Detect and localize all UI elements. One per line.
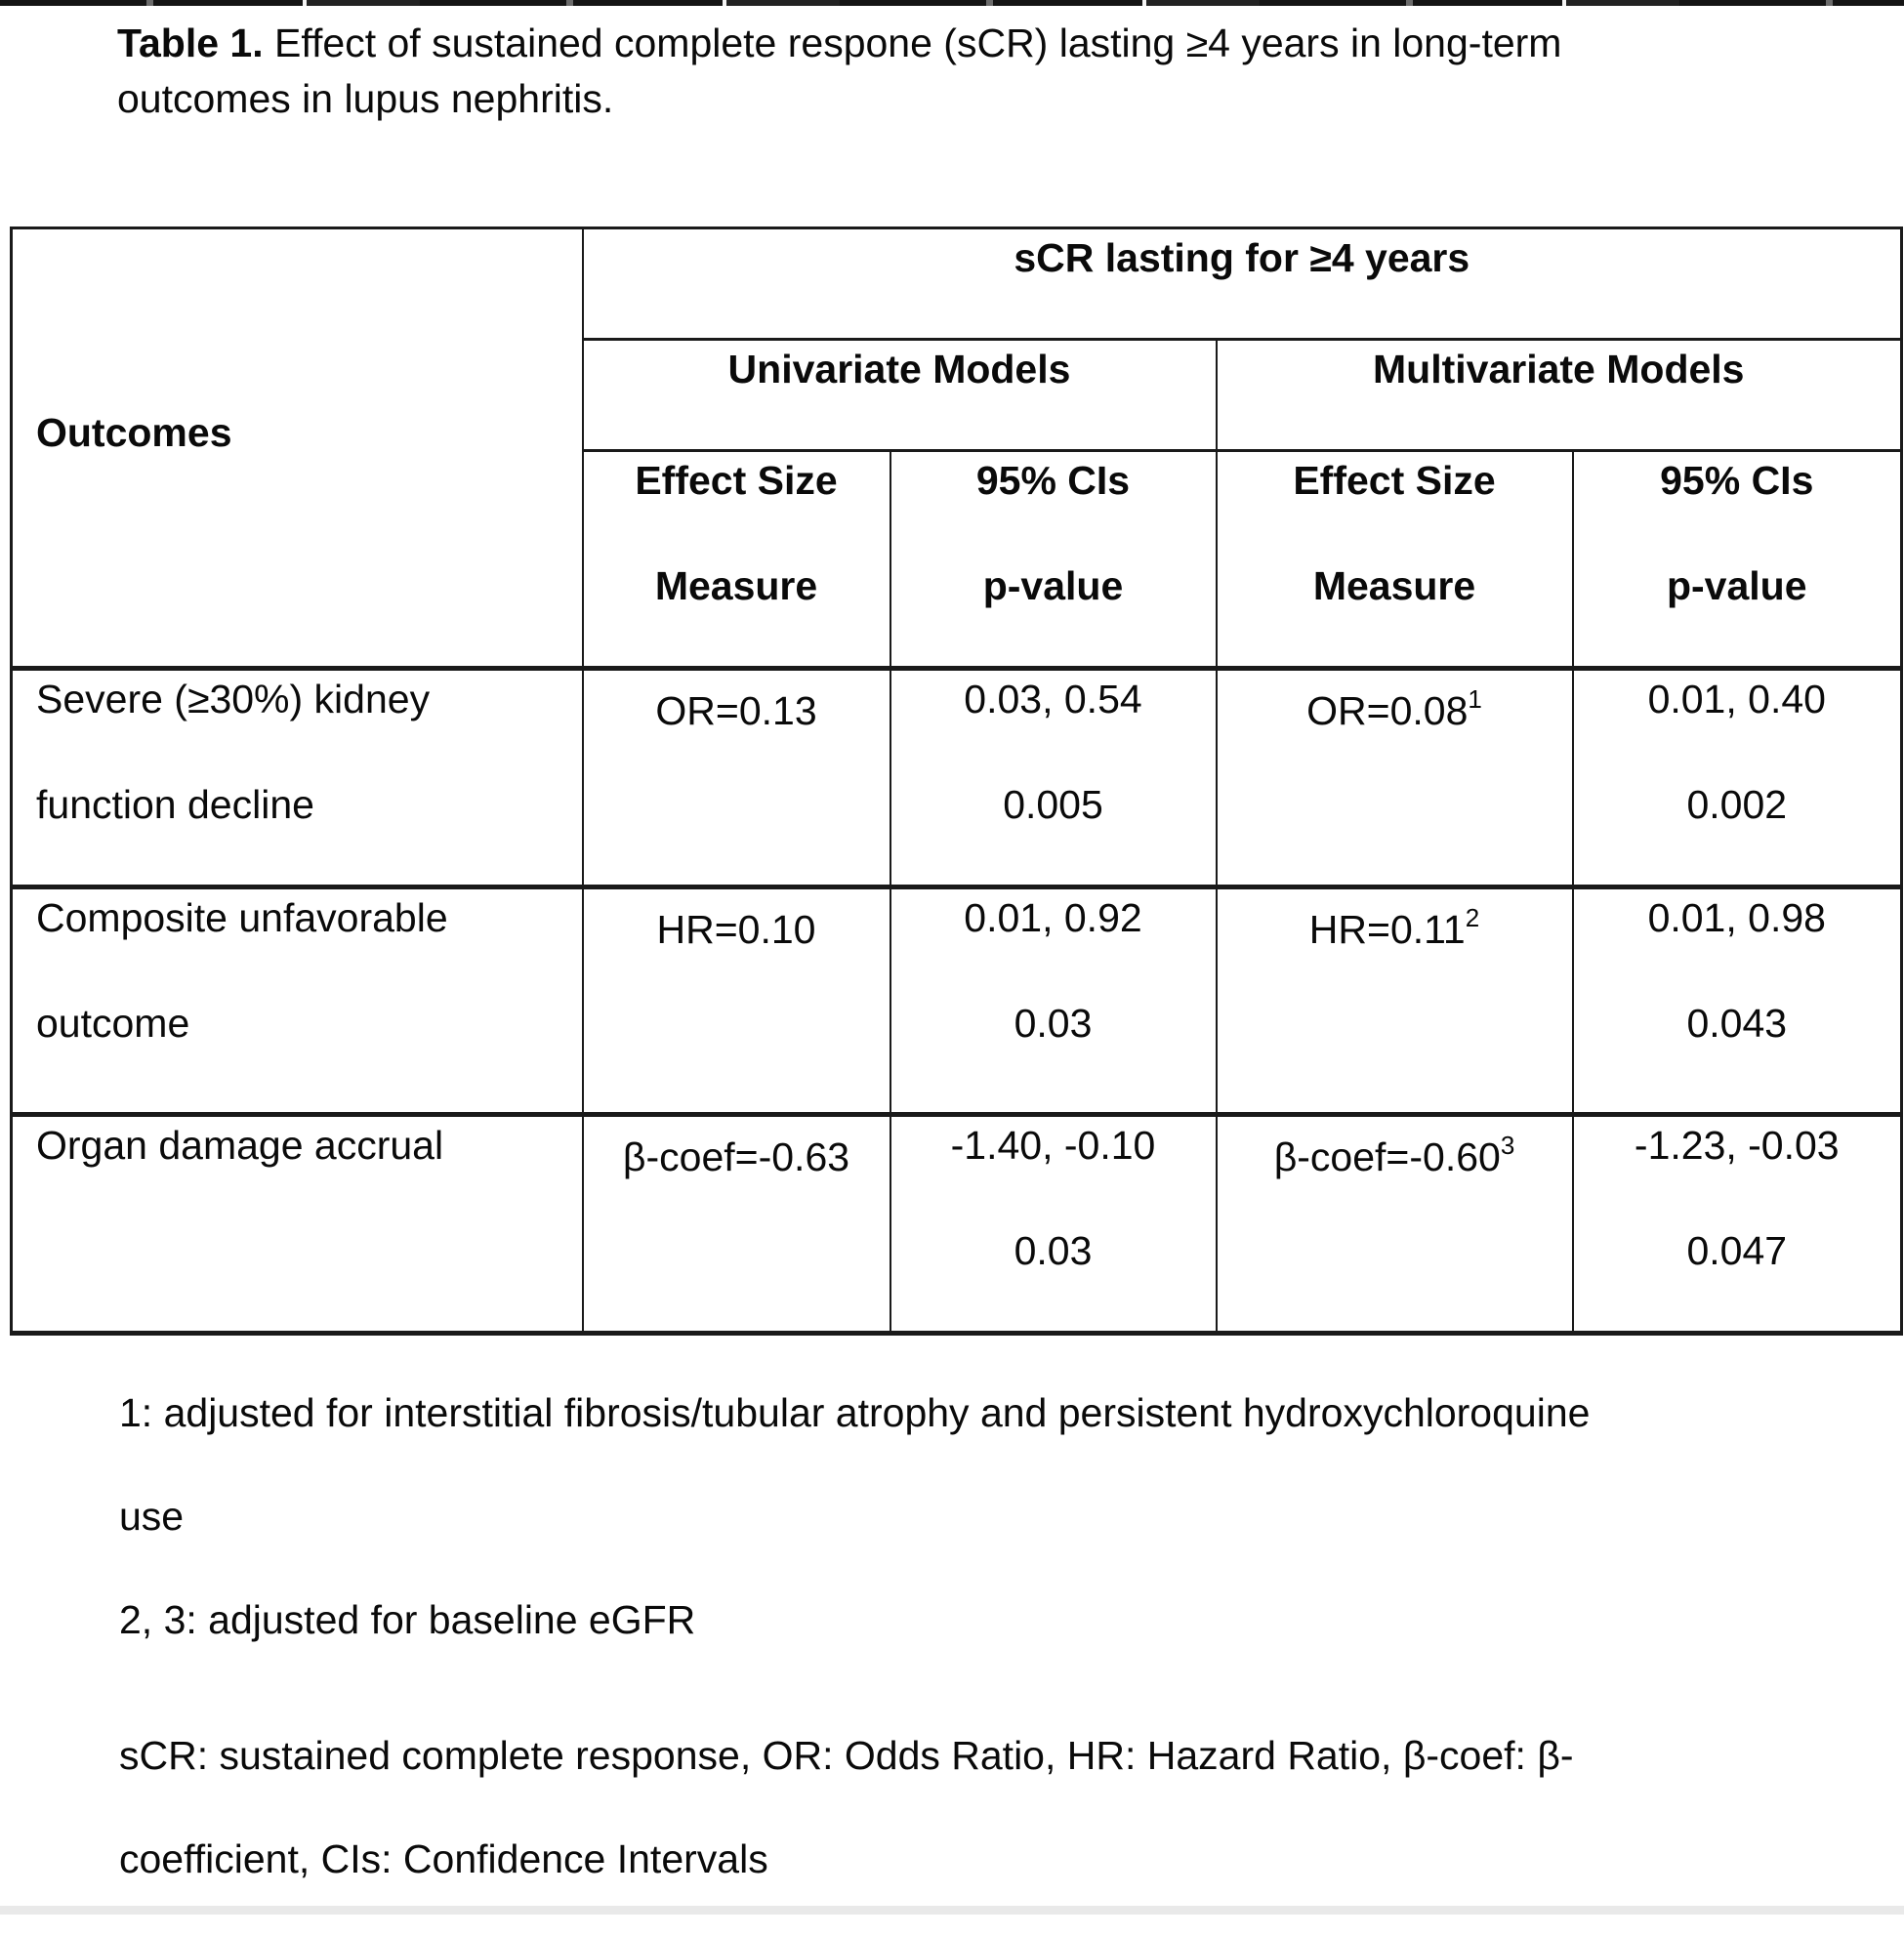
mv-p-value: 0.043 [1686,1001,1788,1046]
scr-span-header-label: sCR lasting for ≥4 years [1014,235,1470,280]
scan-artifact-top-strip [0,0,1904,6]
uni-p-value: 0.03 [1014,1228,1093,1273]
mv-effect-value: HR=0.11 [1308,907,1466,952]
outcome-line2 [36,1225,576,1331]
uni-ci-value: -1.40, -0.10 [950,1123,1156,1168]
outcome-line1: Organ damage accrual [36,1123,444,1168]
outcome-line1: Severe (≥30%) kidney [36,677,431,721]
mv-p-value: 0.002 [1686,782,1788,827]
mv-ci-header [1573,451,1902,669]
uni-ci-value: 0.01, 0.92 [964,895,1142,940]
uni-effect-cell [583,669,890,887]
uni-effect-value: HR=0.10 [656,907,816,952]
mv-effect-superscript: 3 [1500,1131,1515,1160]
outcome-line2: function decline [36,782,314,827]
mv-effect-superscript: 2 [1465,903,1480,932]
univariate-models-header [583,340,1217,451]
mv-effect-cell [1217,669,1573,887]
page-title [117,16,1797,127]
mv-ci-cell [1573,1115,1902,1334]
footnote-1-line2: use [119,1494,185,1539]
uni-effect-size-header-line1: Effect Size [635,458,838,503]
outcome-cell [12,669,583,887]
uni-ci-cell [890,669,1217,887]
mv-ci-cell [1573,669,1902,887]
mv-effect-value: β-coef=-0.60 [1273,1134,1501,1179]
title-line-1 [117,16,1797,71]
mv-effect-size-header-line1: Effect Size [1293,458,1496,503]
mv-effect-value: OR=0.08 [1306,688,1469,733]
uni-effect-value: β-coef=-0.63 [622,1134,850,1179]
outcome-cell [12,887,583,1115]
table-row-organ-damage [12,1115,1902,1334]
uni-ci-cell [890,887,1217,1115]
uni-p-value: 0.005 [1003,782,1103,827]
scan-artifact-bottom-strip [0,1906,1904,1915]
mv-ci-value: 0.01, 0.40 [1647,677,1826,721]
table-row-span-header [12,228,1902,340]
outcomes-table [10,227,1903,1336]
uni-ci-value: 0.03, 0.54 [964,677,1142,721]
title-label: Table 1. [117,21,264,65]
uni-effect-value: OR=0.13 [655,688,817,733]
mv-ci-header-line1: 95% CIs [1660,458,1814,503]
uni-ci-header-line1: 95% CIs [975,458,1131,503]
outcome-line2: outcome [36,1001,190,1046]
table-row-kidney-decline [12,669,1902,887]
mv-effect-size-header-line2: Measure [1312,563,1476,608]
mv-ci-value: 0.01, 0.98 [1647,895,1826,940]
mv-ci-value: -1.23, -0.03 [1634,1123,1840,1168]
mv-effect-cell [1217,1115,1573,1334]
mv-effect-cell [1217,887,1573,1115]
uni-ci-cell [890,1115,1217,1334]
uni-p-value: 0.03 [1014,1001,1093,1046]
uni-effect-cell [583,887,890,1115]
uni-ci-header [890,451,1217,669]
uni-effect-size-header-line2: Measure [654,563,818,608]
uni-effect-cell [583,1115,890,1334]
multivariate-models-header [1217,340,1902,451]
uni-ci-header-line2: p-value [982,563,1124,608]
table-row-composite-outcome [12,887,1902,1115]
univariate-models-label: Univariate Models [727,347,1071,392]
scr-span-header-cell [583,228,1902,340]
abbreviations-line2: coefficient, CIs: Confidence Intervals [119,1836,768,1881]
mv-effect-superscript: 1 [1468,684,1482,714]
mv-ci-cell [1573,887,1902,1115]
outcomes-column-header-label: Outcomes [36,410,232,455]
title-text: Effect of sustained complete respone (sCR) lasting ≥4 years in long-term [263,21,1562,65]
mv-effect-size-header [1217,451,1573,669]
footnotes [119,1387,1818,1937]
abbreviations-line1: sCR: sustained complete response, OR: Odds Ratio, HR: Hazard Ratio, β-coef: β- [119,1733,1574,1778]
mv-p-value: 0.047 [1686,1228,1788,1273]
outcome-cell [12,1115,583,1334]
footnote-2: 2, 3: adjusted for baseline eGFR [119,1597,696,1642]
multivariate-models-label: Multivariate Models [1373,347,1745,392]
title-line-2: outcomes in lupus nephritis. [117,76,614,121]
outcomes-column-header [12,228,583,669]
footnote-1-line1: 1: adjusted for interstitial fibrosis/tubular atrophy and persistent hydroxychloroquine [119,1390,1591,1435]
uni-effect-size-header [583,451,890,669]
mv-ci-header-line2: p-value [1666,563,1807,608]
outcome-line1: Composite unfavorable [36,895,448,940]
